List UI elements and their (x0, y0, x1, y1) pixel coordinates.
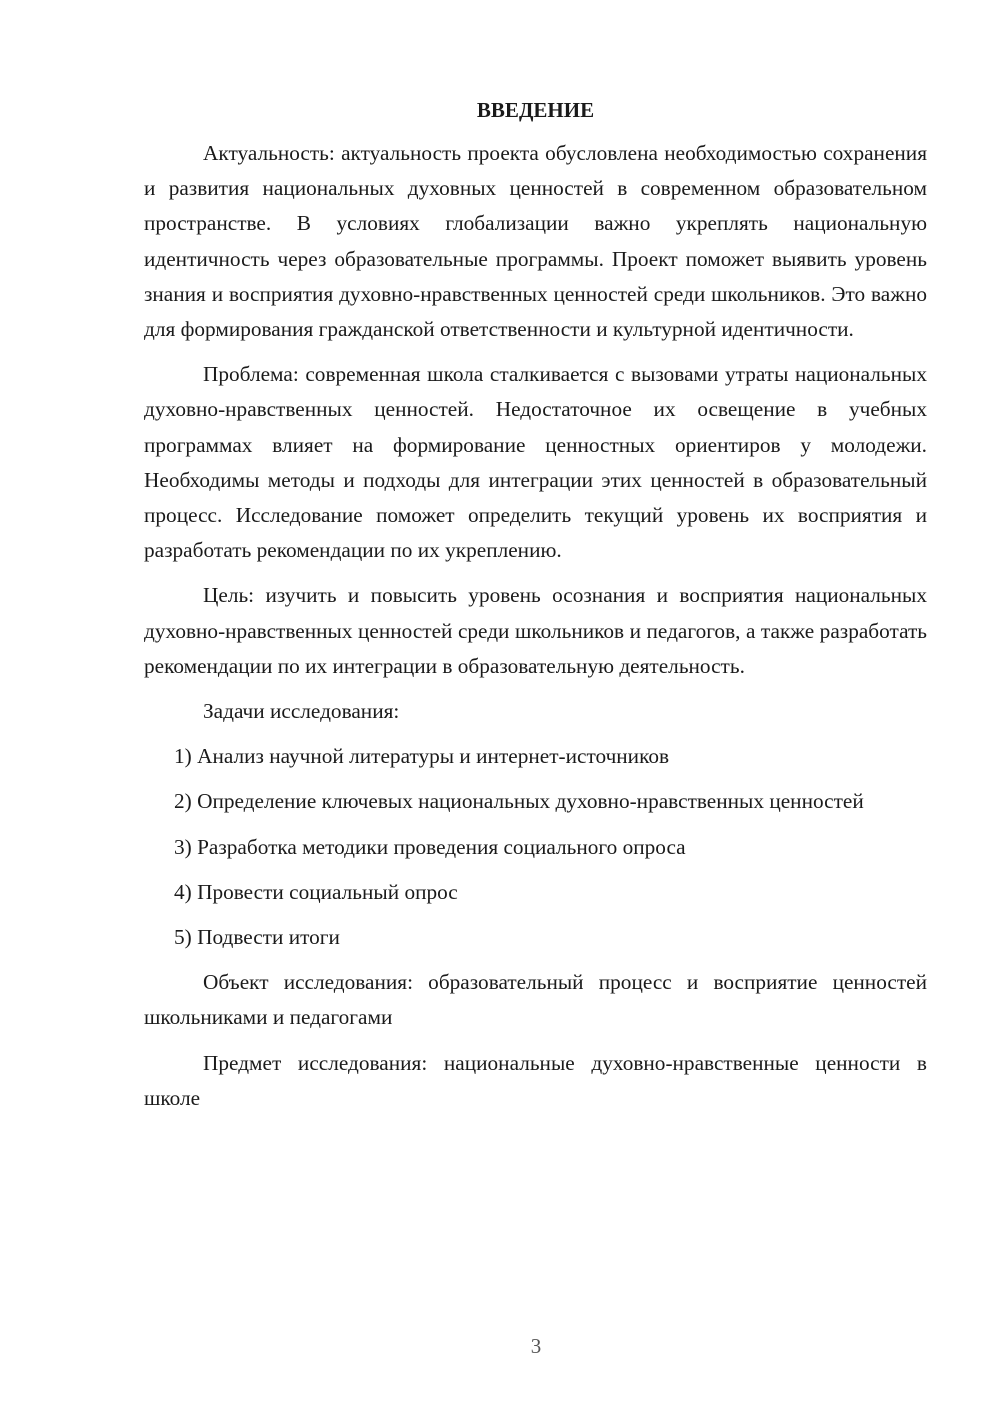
problem-paragraph: Проблема: современная школа сталкивается с вызовами утраты национальных духовно-нравственных ценностей. Недостаточное их освещение в учебных программах влияет на формирование ценностных ориентиров у молодежи. Необходимы методы и подходы для интеграции этих ценностей в образовательный процесс. Исследование поможет определить текущий уровень их восприятия и разработать рекомендации по их укреплению. (144, 362, 927, 563)
task-item: 1) Анализ научной литературы и интернет-источников (174, 744, 670, 769)
task-item: 2) Определение ключевых национальных духовно-нравственных ценностей (174, 789, 864, 814)
tasks-title: Задачи исследования: (203, 699, 400, 724)
task-item: 5) Подвести итоги (174, 925, 340, 950)
page-number: 3 (530, 1334, 542, 1358)
goal-paragraph: Цель: изучить и повысить уровень осознания и восприятия национальных духовно-нравственных ценностей среди школьников и педагогов, а также разработать рекомендации по их интеграции в образовательную деятельность. (144, 583, 927, 678)
relevance-paragraph: Актуальность: актуальность проекта обусловлена необходимостью сохранения и развития национальных духовных ценностей в современном образовательном пространстве. В условиях глобализации важно укреплять национальную идентичность через образовательные программы. Проект поможет выявить уровень знания и восприятия духовно-нравственных ценностей среди школьников. Это важно для формирования гражданской ответственности и культурной идентичности. (144, 141, 927, 342)
document-page (144, 92, 927, 1126)
research-object-paragraph: Объект исследования: образовательный процесс и восприятие ценностей школьниками и педагогами (144, 970, 927, 1030)
task-item: 3) Разработка методики проведения социального опроса (174, 834, 686, 859)
task-item: 4) Провести социальный опрос (174, 879, 458, 904)
section-heading: ВВЕДЕНИЕ (476, 98, 595, 122)
research-subject-paragraph: Предмет исследования: национальные духовно-нравственные ценности в школе (144, 1050, 927, 1110)
